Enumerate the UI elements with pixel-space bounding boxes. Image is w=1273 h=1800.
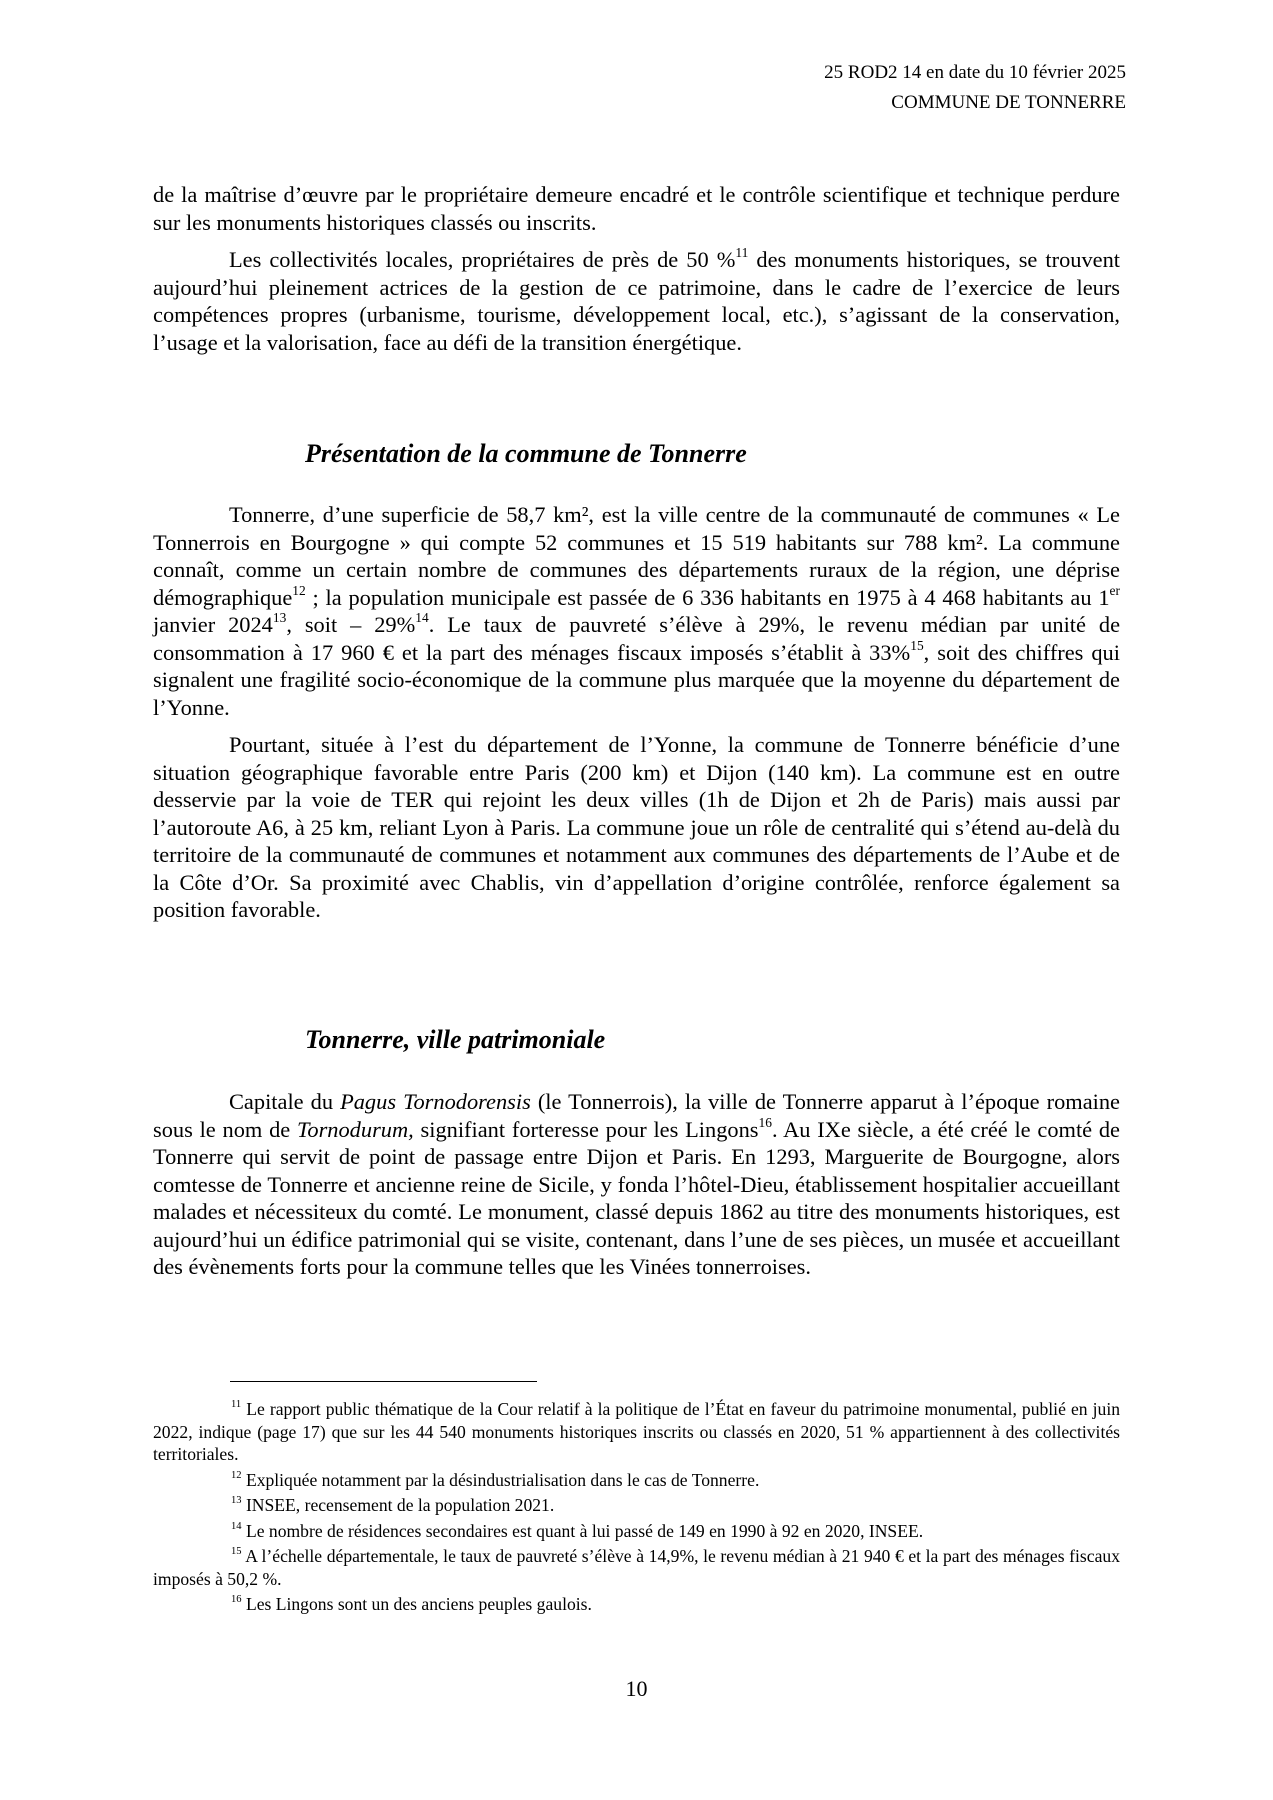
footnote-16: $^{16}$ Les Lingons sont un des anciens peuples gaulois. xyxy=(231,1594,592,1614)
footnote-ref-13[interactable]: 13 xyxy=(272,609,287,625)
section-presentation xyxy=(153,501,1120,924)
footnote-12: $^{12}$ Expliquée notamment par la désindustrialisation dans le cas de Tonnerre. xyxy=(231,1469,760,1490)
patrimoine-paragraph-histoire: Capitale du Pagus Tornodorensis (le Tonnerrois), la ville de Tonnerre apparut à l’époque romaine sous le nom de Tornodurum, signifiant forteresse pour les Lingons$^{16}$. Au IXe siècle, a été créé le comté de Tonnerre qui servit de point de passage entre Dijon et Paris. En 1293, Marguerite de Bourgogne, alors comtesse de Tonnerre et ancienne reine de Sicile, y fonda l’hôtel-Dieu, établissement hospitalier accueillant malades et nécessiteux du comté. Le monument, classé depuis 1862 au titre des monuments historiques, est aujourd’hui un édifice patrimonial qui se visite, contenant, dans l’une de ses pièces, un musée et accueillant des évènements forts pour la commune telles que les Vinées tonnerroises. xyxy=(153,1089,1120,1279)
footnote-14: $^{14}$ Le nombre de résidences secondaires est quant à lui passé de 149 en 1990 à 92 en 2020, INSEE. xyxy=(231,1520,924,1541)
intro-section xyxy=(153,181,1120,356)
page-number: 10 xyxy=(625,1676,648,1701)
intro-paragraph-continuation: de la maîtrise d’œuvre par le propriétaire demeure encadré et le contrôle scientifique et technique perdure sur les monuments historiques classés ou inscrits. xyxy=(153,182,1120,235)
footnote-15: $^{15}$ A l’échelle départementale, le taux de pauvreté s’élève à 14,9%, le revenu médian à 21 940 € et la part des ménages fiscaux imposés à 50,2 %. xyxy=(153,1546,1120,1589)
presentation-paragraph-situation: Pourtant, située à l’est du département de l’Yonne, la commune de Tonnerre bénéficie d’une situation géographique favorable entre Paris (200 km) et Dijon (140 km). La commune est en outre desservie par la voie de TER qui rejoint les deux villes (1h de Dijon et 2h de Paris) mais aussi par l’autoroute A6, à 25 km, reliant Lyon à Paris. La commune joue un rôle de centralité qui s’étend au-delà du territoire de la communauté de communes et notamment aux communes des départements de l’Aube et de la Côte d’Or. Sa proximité avec Chablis, vin d’appellation d’origine contrôlée, renforce également sa position favorable. xyxy=(153,732,1120,922)
footnote-ref-14[interactable]: 14 xyxy=(415,609,429,625)
footnote-11: $^{11}$ Le rapport public thématique de la Cour relatif à la politique de l’État en faveur du patrimoine monumental, publié en juin 2022, indique (page 17) que sur les 44 540 monuments historiques inscrits ou classés en 2020, 51 % appartiennent à des collectivités territoriales. xyxy=(153,1399,1120,1464)
footnote-13: $^{13}$ INSEE, recensement de la population 2021. xyxy=(231,1495,555,1515)
footnotes xyxy=(153,1398,1120,1619)
latin-name-tornodurum: Tornodurum, xyxy=(296,1116,414,1142)
intro-paragraph-collectivites: Les collectivités locales, propriétaires de près de 50 %$^{11}$ des monuments historiques, se trouvent aujourd’hui pleinement actrices de la gestion de ce patrimoine, dans le cadre de l’exercice de leurs compétences propres (urbanisme, tourisme, développement local, etc.), s’agissant de la conservation, l’usage et la valorisation, face au défi de la transition énergétique. xyxy=(153,244,1121,355)
footnote-ref-15[interactable]: 15 xyxy=(910,637,924,653)
section-heading-patrimoine: Tonnerre, ville patrimoniale xyxy=(305,1025,606,1054)
page-header xyxy=(824,58,1126,118)
footnote-separator xyxy=(230,1381,537,1382)
footnote-ref-16[interactable]: 16 xyxy=(758,1114,772,1130)
superscript-er: er xyxy=(1109,582,1120,598)
latin-name-pagus: Pagus Tornodorensis xyxy=(340,1089,531,1114)
section-heading-presentation: Présentation de la commune de Tonnerre xyxy=(305,439,747,468)
commune-name: COMMUNE DE TONNERRE xyxy=(891,92,1126,113)
section-patrimoine xyxy=(153,1088,1120,1281)
footnote-ref-12[interactable]: 12 xyxy=(292,582,306,598)
footnote-ref-11[interactable]: 11 xyxy=(735,244,749,260)
document-reference: 25 ROD2 14 en date du 10 février 2025 xyxy=(824,62,1126,83)
presentation-paragraph-demographie: Tonnerre, d’une superficie de 58,7 km², est la ville centre de la communauté de communes « Le Tonnerrois en Bourgogne » qui compte 52 communes et 15 519 habitants sur 788 km². La commune connaît, comme un certain nombre de communes des départements ruraux de la région, une déprise démographique$^{12}$ ; la population municipale est passée de 6 336 habitants en 1975 à 4 468 habitants au 1er janvier 2024$^{13}$, soit – 29%$^{14}$. Le taux de pauvreté s’élève à 29%, le revenu médian par unité de consommation à 17 960 € et la part des ménages fiscaux imposés s’établit à 33%$^{15}$, soit des chiffres qui signalent une fragilité socio-économique de la commune plus marquée que la moyenne du département de l’Yonne. xyxy=(153,502,1121,720)
